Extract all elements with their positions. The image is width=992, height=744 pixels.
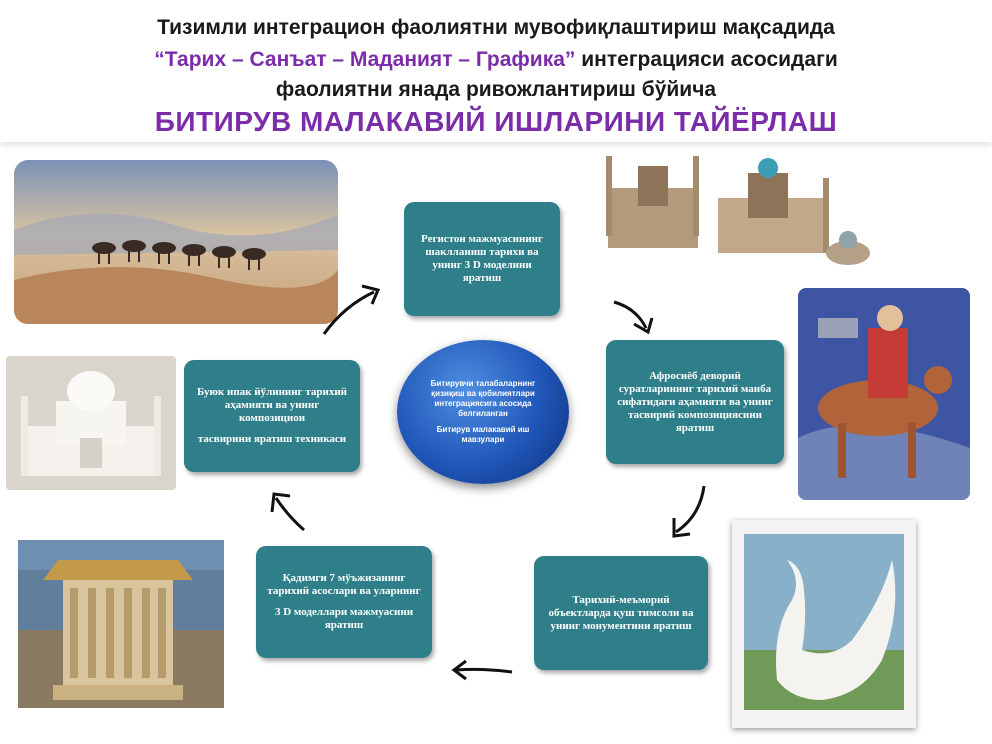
swan-sculpture-image	[732, 520, 916, 728]
topic-box-afrasiab	[606, 340, 784, 464]
topic-box-registan	[404, 202, 560, 316]
center-topic-line-1: Битирувчи талабаларнинг қизиқиш ва қобилиятлари интеграциясига асосида белгиланган	[430, 379, 536, 418]
topic-box-bird-symbol-text: Тарихий-меъморий объектларда қуш тимсоли ва унинг монументини яратиш	[548, 593, 694, 632]
topic-box-bird-symbol	[534, 556, 708, 670]
arrow-to-bird-symbol	[664, 482, 714, 542]
header-line-2	[0, 48, 992, 72]
topic-box-silk-road-text-a: Буюк ипак йўлининг тарихий аҳамияти ва унинг композицион	[196, 386, 348, 424]
taj-mahal-model-image	[6, 356, 176, 490]
registan-model-image	[598, 148, 880, 280]
topic-box-registan-text: Регистон мажмуасининг шаклланиш тарихи ва унинг 3 D моделини яратиш	[421, 233, 543, 284]
arrow-to-afrasiab	[610, 296, 660, 340]
header-line-3: фаолиятни янада ривожлантириш бўйича	[275, 78, 717, 101]
header-line-2-rest: интеграцияси асосидаги	[575, 48, 838, 71]
center-topic-line-2: Битирув малакавий иш мавзулари	[436, 425, 530, 444]
afrasiab-mural-image	[798, 288, 970, 500]
topic-box-seven-wonders-text-a: Қадимги 7 мўъжизанинг тарихий асослари ва уларнинг	[267, 572, 421, 597]
arrow-to-seven-wonders	[448, 656, 516, 682]
topic-box-seven-wonders-text-b: 3 D моделлари мажмуасини яратиш	[274, 606, 414, 631]
topic-box-afrasiab-text: Афросиёб деворий суратларининг тарихий манба сифатидаги аҳамияти ва унинг тасвирий композициясини яратиш	[617, 369, 773, 434]
header-banner	[0, 0, 992, 142]
header-line-1: Тизимли интеграцион фаолиятни мувофиқлаштириш мақсадида	[157, 16, 835, 39]
mausoleum-model-image	[18, 540, 224, 708]
header-line-2-accent: “Тарих – Санъат – Маданият – Графика”	[154, 48, 576, 71]
camel-caravan-image	[14, 160, 338, 324]
arrow-to-silk-road	[266, 488, 310, 534]
topic-box-silk-road-text-b: тасвирини яратиш техникаси	[197, 433, 347, 445]
topic-box-silk-road	[184, 360, 360, 472]
page-title: БИТИРУВ МАЛАКАВИЙ ИШЛАРИНИ ТАЙЁРЛАШ	[154, 106, 838, 137]
topic-box-seven-wonders	[256, 546, 432, 658]
center-topic	[397, 340, 569, 484]
arrow-to-registan	[318, 280, 388, 340]
